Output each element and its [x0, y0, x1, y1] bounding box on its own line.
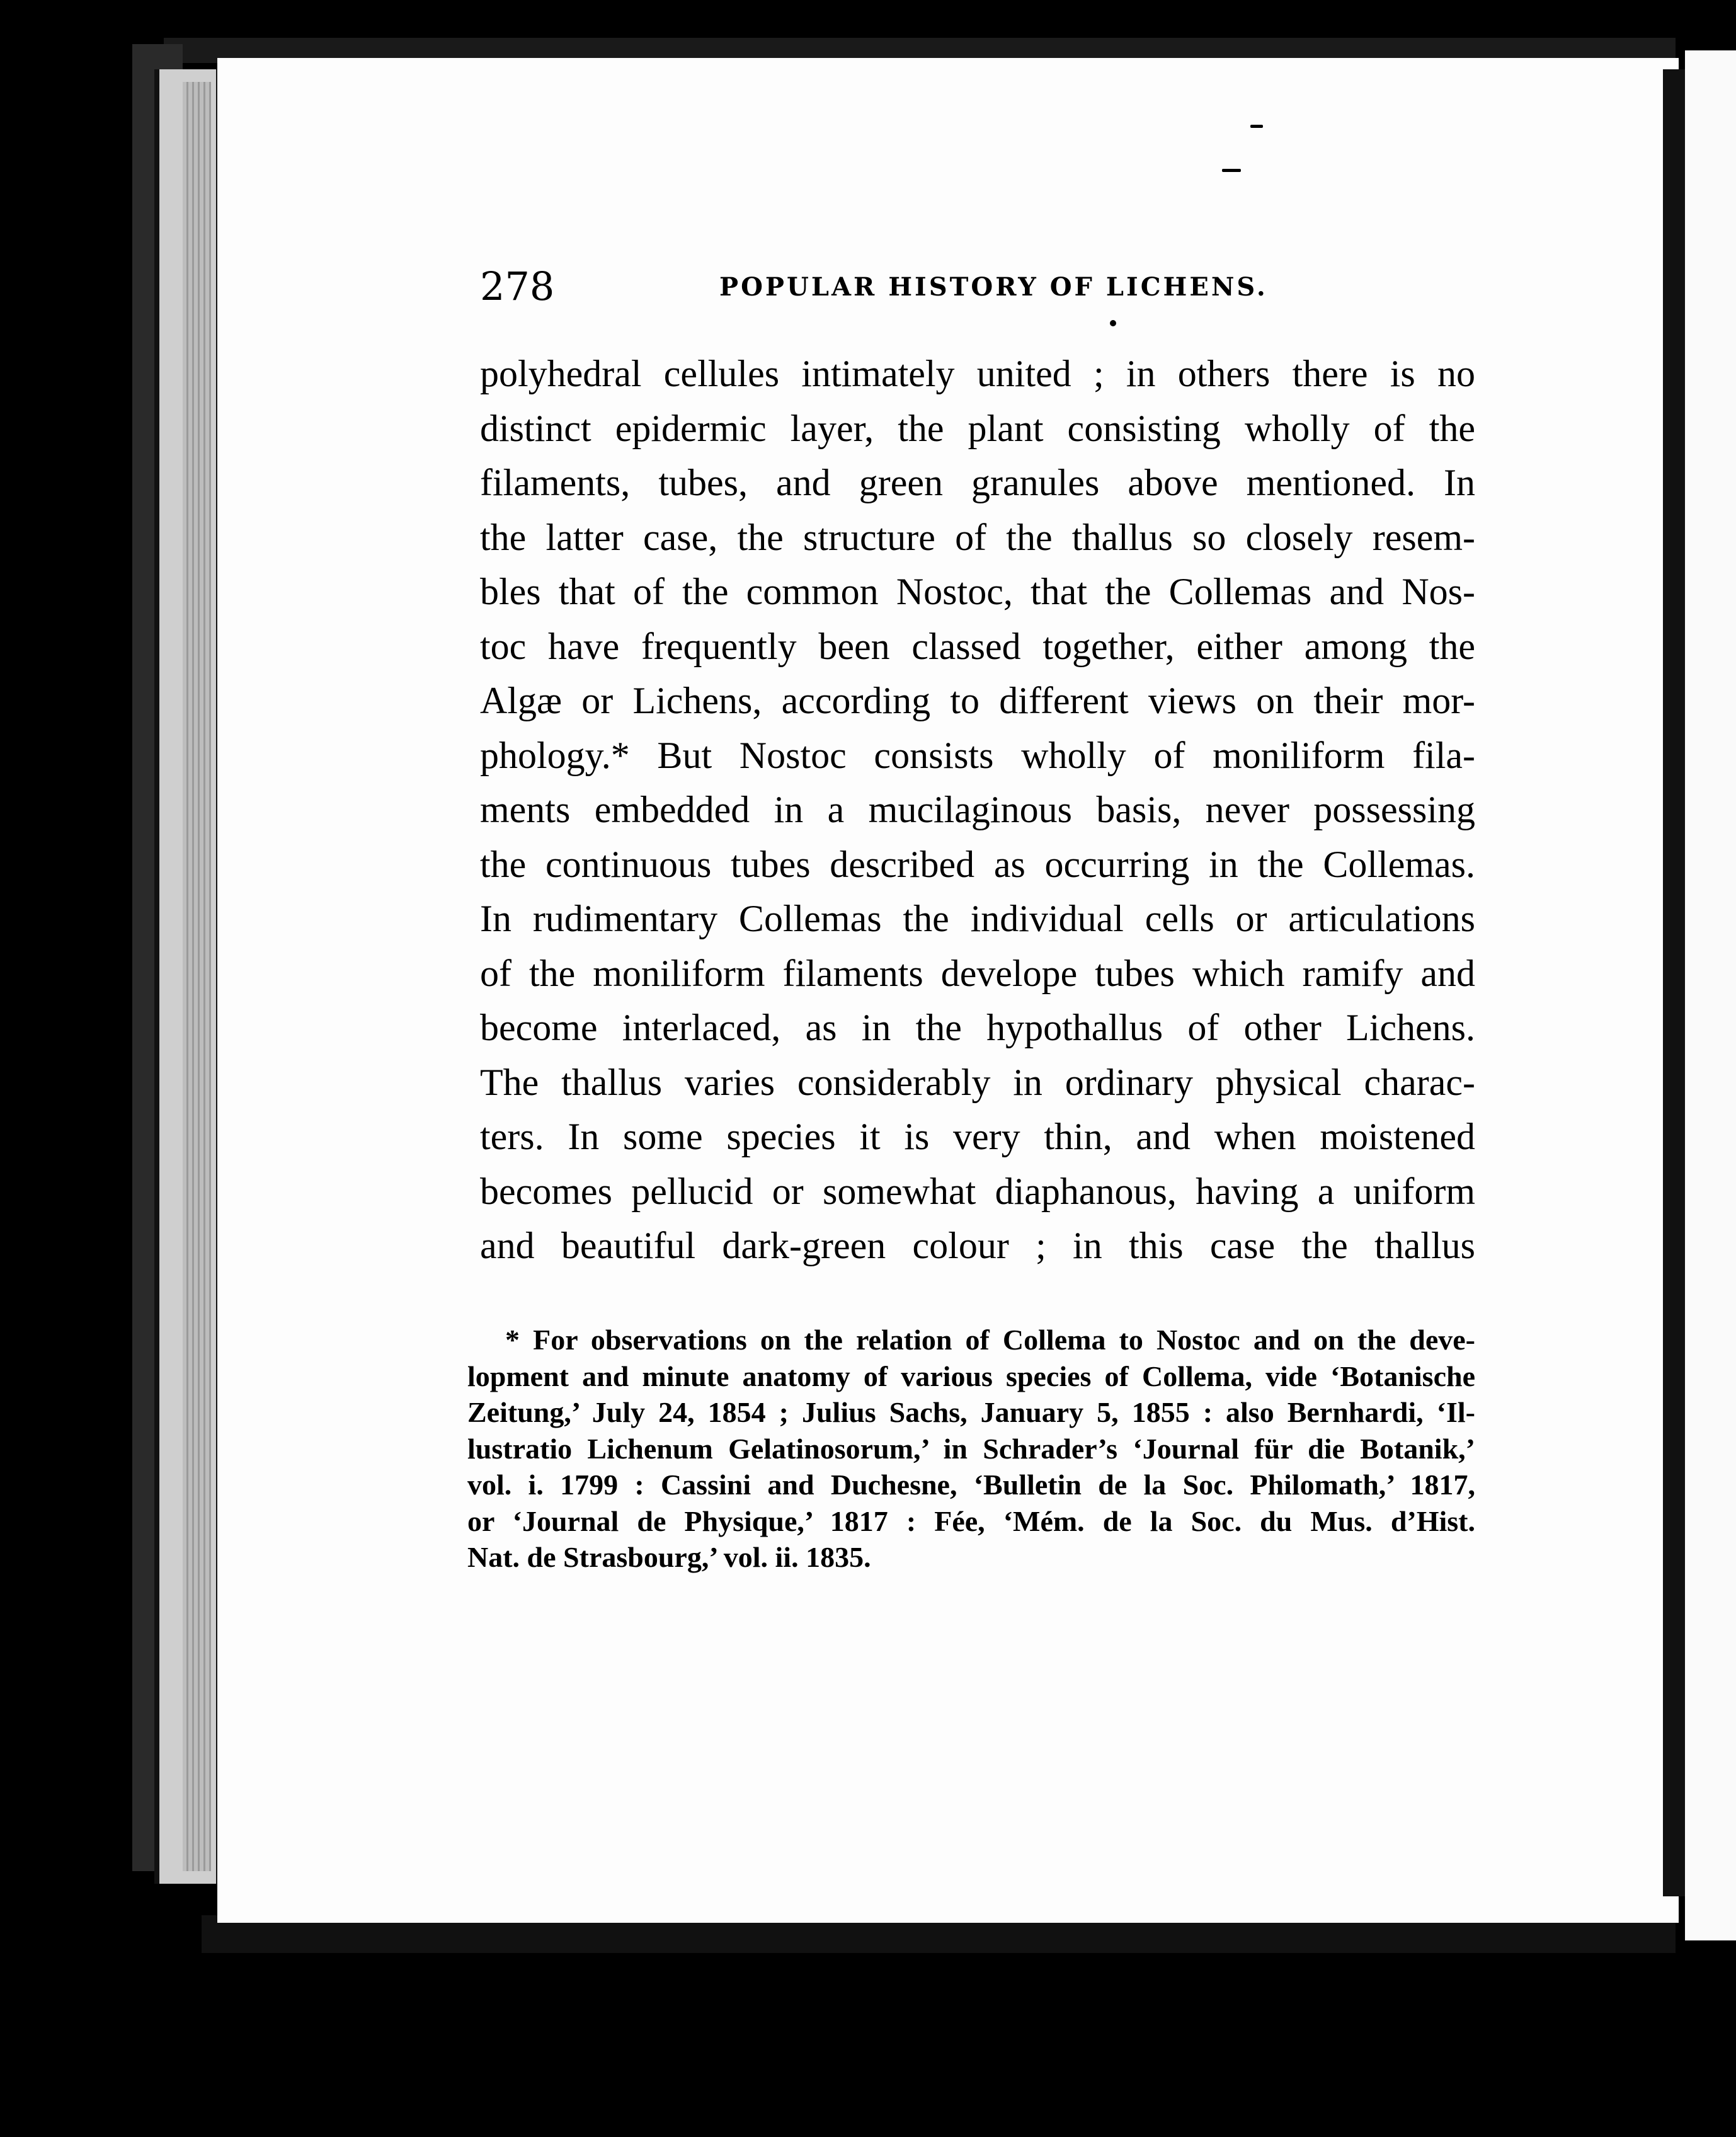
text-line: the latter case, the structure of the thallus so closely resem- [480, 516, 1475, 558]
footnote-line: or ‘Journal de Physique,’ 1817 : Fée, ‘Mém. de la Soc. du Mus. d’Hist. [467, 1504, 1475, 1537]
footnote-line: Zeitung,’ July 24, 1854 ; Julius Sachs, January 5, 1855 : also Bernhardi, ‘Il- [467, 1396, 1475, 1428]
scan-speck [1222, 169, 1241, 172]
scan-speck [1110, 320, 1116, 326]
text-line: toc have frequently been classed together, either among the [480, 625, 1475, 667]
text-line: becomes pellucid or somewhat diaphanous, having a uniform [480, 1170, 1475, 1212]
body-text [480, 347, 1475, 1273]
running-head: POPULAR HISTORY OF LICHENS. [719, 272, 1268, 302]
footnote [467, 1322, 1475, 1576]
text-line: become interlaced, as in the hypothallus of other Lichens. [480, 1007, 1475, 1048]
footnote-line: lopment and minute anatomy of various species of Collema, vide ‘Botanische [467, 1360, 1475, 1392]
footnote-line: Nat. de Strasbourg,’ vol. ii. 1835. [467, 1541, 871, 1573]
text-line: ters. In some species it is very thin, and when moistened [480, 1116, 1475, 1157]
page-stack-leaves [183, 82, 211, 1871]
scan-speck [1250, 125, 1263, 128]
text-line: ments embedded in a mucilaginous basis, never possessing [480, 789, 1475, 830]
page-header [480, 263, 1274, 314]
text-line: Algæ or Lichens, according to different views on their mor- [480, 680, 1475, 721]
footnote-line: * For observations on the relation of Collema to Nostoc and on the deve- [505, 1324, 1475, 1356]
right-gutter-shadow [1663, 69, 1688, 1896]
text-line: The thallus varies considerably in ordinary physical charac- [480, 1061, 1475, 1103]
text-line: distinct epidermic layer, the plant consisting wholly of the [480, 407, 1475, 449]
text-line: filaments, tubes, and green granules above mentioned. In [480, 462, 1475, 503]
text-line: bles that of the common Nostoc, that the Collemas and Nos- [480, 571, 1475, 612]
text-line: phology.* But Nostoc consists wholly of moniliform fila- [480, 734, 1475, 776]
text-line: In rudimentary Collemas the individual cells or articulations [480, 898, 1475, 939]
page-number: 278 [480, 263, 555, 309]
facing-page-edge [1685, 50, 1736, 1940]
text-line: of the moniliform filaments develope tubes which ramify and [480, 952, 1475, 994]
text-line: the continuous tubes described as occurring in the Collemas. [480, 843, 1475, 885]
footnote-line: lustratio Lichenum Gelatinosorum,’ in Schrader’s ‘Journal für die Botanik,’ [467, 1432, 1475, 1465]
text-line: polyhedral cellules intimately united ; in others there is no [480, 353, 1475, 394]
text-line: and beautiful dark-green colour ; in this case the thallus [480, 1225, 1475, 1266]
footnote-line: vol. i. 1799 : Cassini and Duchesne, ‘Bulletin de la Soc. Philomath,’ 1817, [467, 1469, 1475, 1501]
